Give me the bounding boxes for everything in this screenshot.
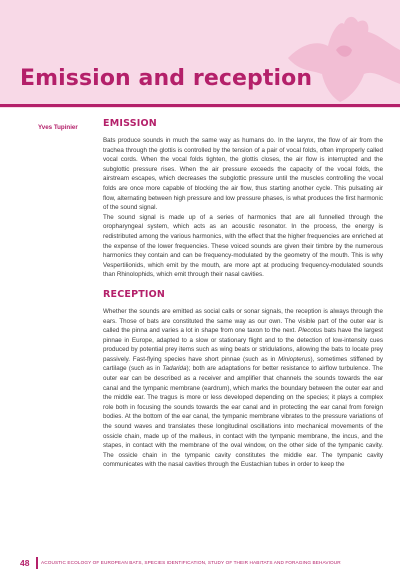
footer-running-title: ACOUSTIC ECOLOGY OF EUROPEAN BATS, SPECIES IDENTIFICATION, STUDY OF THEIR HABITATS AND FORAGING BEHAVIOUR <box>41 560 341 565</box>
page-title: Emission and reception <box>20 66 313 91</box>
reception-paragraph-1 <box>103 307 383 470</box>
header-band <box>0 0 400 108</box>
reception-text-d: ); both are adaptations for better resistance to airflow turbulence. The outer ear can be described as a receiver and amplifier that channels the sounds towards the ear canal and the tympanic membrane (eardrum), which marks the boundary between the outer ear and the middle ear. The tragus is more or less developed depending on the species; it plays a complex role both in focusing the sounds towards the ear canal and in protecting the ear canal from foreign bodies. At the bottom of the ear canal, the tympanic membrane vibrates to the pressure variations of the sound waves and translates these longitudinal oscillations into mechanical movements of the ossicle chain, made up of the malleus, in contact with the tympanic membrane, the incus, and the stapes, in contact with the membrane of the oval window, on the other side of the tympanic cavity. The ossicle chain in the tympanic cavity constitutes the middle ear. The tympanic cavity communicates with the nasal cavities through the Eustachian tubes in order to keep the <box>103 365 384 469</box>
footer-divider <box>36 557 38 569</box>
bat-silhouette-icon <box>280 0 400 108</box>
emission-paragraph-1: Bats produce sounds in much the same way as humans do. In the larynx, the flow of air from the trachea through the glottis is controlled by the tension of a pair of vocal folds, often improperly called vocal cords. When the vocal folds tighten, the glottis closes, the air flow is interrupted and the subglottic pressure rises. When the air pressure exceeds the capacity of the vocal folds, the airstream escapes, which decreases the subglottic pressure until the muscles controlling the vocal folds are once more capable of blocking the air flow, thus starting another cycle. This pulsating air flow, alternating between high pressure and low pressure phases, is what produces the first harmonic of the sound signal. <box>103 137 383 212</box>
reception-text-c: ), sometimes stiffened by cartilage (such as in <box>103 355 383 373</box>
genus-plecotus: Plecotus <box>298 327 323 335</box>
reception-heading: RECEPTION <box>103 288 166 300</box>
emission-paragraph-2: The sound signal is made up of a series of harmonics that are all funnelled through the oropharyngeal system, which acts as an acoustic resonator. In the process, the energy is redistributed among the various harmonics, with the effect that the higher frequencies are enriched at the expense of the lower frequencies. These voiced sounds are given their timbre by the numerous harmonics they contain and can be frequency-modulated by the geometry of the mouth. This is why Vespertilionids, which emit by the mouth, are more apt at producing frequency-modulated sounds than Rhinolophids, which emit through their nasal cavities. <box>103 213 383 279</box>
genus-miniopterus: Miniopterus <box>278 355 311 363</box>
emission-heading: EMISSION <box>103 118 157 129</box>
page-number: 48 <box>20 558 30 568</box>
title-underline <box>0 104 400 107</box>
author-name: Yves Tupinier <box>38 124 78 131</box>
reception-text-b: bats have the largest pinnae in Europe, adapted to a slow or stationary flight and to the detection of low-intensity cues produced by potential prey items such as wing beats or stridulations, allowing the bats to locate prey passively. Fast-flying species have short pinnae (such as in <box>103 327 383 363</box>
genus-tadarida: Tadarida <box>162 365 187 373</box>
main-content <box>103 118 383 470</box>
reception-text-a: Whether the sounds are emitted as social calls or sonar signals, the reception is always through the ears. Those of bats are constituted the same way as our own. The visible part of the outer ear is called the pinna and varies a lot in shape from one taxon to the next. <box>103 307 383 335</box>
